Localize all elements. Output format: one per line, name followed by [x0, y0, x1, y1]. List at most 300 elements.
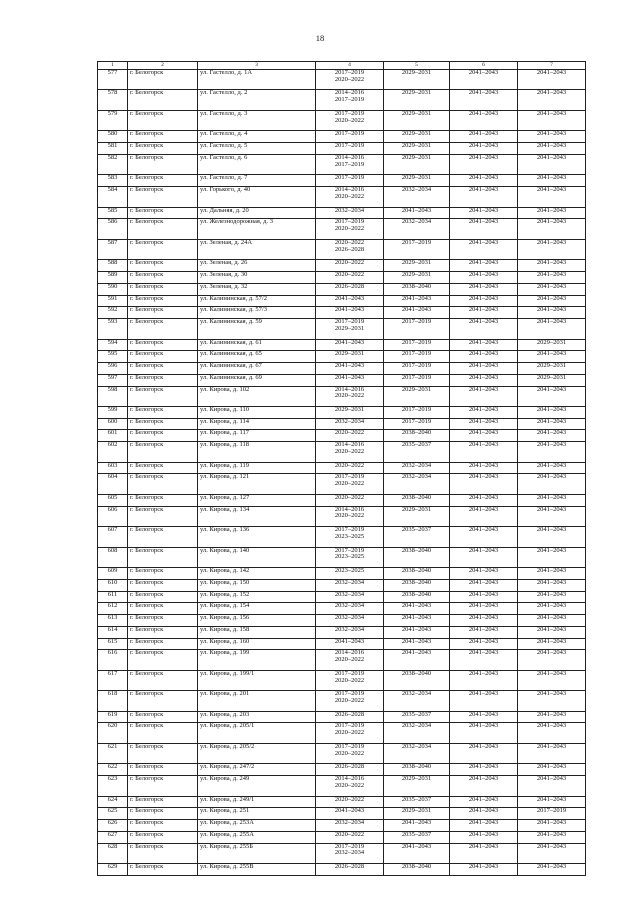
- row-number-cell: [98, 175, 128, 187]
- period-cell-4: [518, 239, 586, 259]
- cell-text-line: ул. Кирова, д. 102: [200, 386, 250, 393]
- cell-text-line: 604: [107, 473, 118, 481]
- cell-text-line: 2041–2043: [536, 591, 567, 598]
- cell-text-line: 2020–2022: [334, 676, 365, 684]
- cell-text-line: г. Белогорск: [130, 843, 164, 850]
- cell-text-line: г. Белогорск: [130, 386, 164, 393]
- cell-text-line: ул. Железнодорожная, д. 3: [200, 218, 273, 226]
- cell-text-line: 2041–2043: [468, 362, 499, 369]
- period-cell-4: [518, 864, 586, 876]
- period-cell-2: [384, 442, 450, 462]
- city-cell: [128, 70, 198, 90]
- cell-text-line: 2032–2034: [334, 207, 365, 214]
- cell-text-line: 2026–2028: [334, 283, 365, 290]
- cell-text-line: 2041–2043: [468, 743, 499, 750]
- period-cell-4: [518, 219, 586, 239]
- cell-text-line: 2041–2043: [536, 110, 567, 117]
- period-cell-1: [316, 494, 384, 506]
- cell-text-line: 2029–2031: [401, 386, 432, 393]
- cell-text-line: 2029–2031: [334, 350, 365, 358]
- cell-text-line: 2032–2034: [401, 743, 432, 750]
- row-number-cell: [98, 527, 128, 547]
- row-number-cell: [98, 260, 128, 272]
- period-cell-2: [384, 670, 450, 690]
- cell-text-line: 2041–2043: [536, 306, 567, 314]
- address-cell: [198, 650, 316, 670]
- period-cell-3: [450, 579, 518, 591]
- period-cell-4: [518, 638, 586, 650]
- cell-text-line: 2035–2037: [401, 831, 432, 838]
- column-number-header: 1: [98, 62, 128, 70]
- address-cell: [198, 187, 316, 207]
- address-cell: [198, 283, 316, 295]
- cell-text-line: 2029–2031: [536, 374, 567, 381]
- period-cell-1: [316, 154, 384, 174]
- period-cell-1: [316, 272, 384, 284]
- cell-text-line: 2041–2043: [536, 831, 567, 838]
- period-cell-3: [450, 843, 518, 863]
- cell-text-line: 2020–2022: [334, 448, 365, 456]
- cell-text-line: 2017–2019: [334, 843, 365, 850]
- period-cell-2: [384, 808, 450, 820]
- period-cell-4: [518, 131, 586, 143]
- cell-text-line: 586: [107, 218, 118, 226]
- period-cell-1: [316, 70, 384, 90]
- address-cell: [198, 843, 316, 863]
- period-cell-1: [316, 591, 384, 603]
- cell-text-line: 618: [107, 690, 118, 698]
- period-cell-3: [450, 670, 518, 690]
- cell-text-line: 2041–2043: [536, 670, 567, 677]
- cell-text-line: 2041–2043: [468, 690, 499, 698]
- cell-text-line: 607: [107, 526, 118, 534]
- address-cell: [198, 743, 316, 763]
- period-cell-4: [518, 820, 586, 832]
- period-cell-3: [450, 207, 518, 219]
- table-row: [98, 462, 586, 474]
- cell-text-line: 2041–2043: [536, 142, 567, 150]
- address-cell: [198, 820, 316, 832]
- address-cell: [198, 670, 316, 690]
- period-cell-2: [384, 90, 450, 110]
- cell-text-line: г. Белогорск: [130, 318, 164, 326]
- table-row: [98, 283, 586, 295]
- cell-text-line: 2032–2034: [401, 473, 432, 481]
- row-number-cell: [98, 820, 128, 832]
- cell-text-line: 2032–2034: [334, 626, 365, 633]
- cell-text-line: 2041–2043: [401, 295, 432, 302]
- cell-text-line: ул. Кирова, д. 136: [200, 526, 250, 534]
- cell-text-line: 2032–2034: [401, 690, 432, 698]
- cell-text-line: г. Белогорск: [130, 110, 164, 117]
- period-cell-2: [384, 547, 450, 567]
- table-row: [98, 626, 586, 638]
- city-cell: [128, 615, 198, 627]
- cell-text-line: 2020–2022: [334, 429, 365, 437]
- period-cell-1: [316, 743, 384, 763]
- cell-text-line: 2041–2043: [536, 473, 567, 481]
- cell-text-line: 614: [107, 626, 118, 633]
- table-row: [98, 474, 586, 494]
- cell-text-line: ул. Кирова, д. 199: [200, 649, 250, 657]
- period-cell-4: [518, 764, 586, 776]
- cell-text-line: 2017–2019: [334, 526, 365, 534]
- cell-text-line: 579: [107, 110, 118, 117]
- city-cell: [128, 568, 198, 580]
- period-cell-1: [316, 339, 384, 351]
- period-cell-4: [518, 494, 586, 506]
- cell-text-line: ул. Кирова, д. 158: [200, 626, 250, 633]
- housing-schedule-table: [97, 61, 586, 876]
- row-number-cell: [98, 418, 128, 430]
- city-cell: [128, 260, 198, 272]
- period-cell-4: [518, 603, 586, 615]
- cell-text-line: 2038–2040: [401, 670, 432, 677]
- cell-text-line: 2029–2031: [536, 339, 567, 346]
- cell-text-line: 627: [107, 831, 118, 838]
- period-cell-2: [384, 776, 450, 796]
- period-cell-3: [450, 131, 518, 143]
- period-cell-2: [384, 239, 450, 259]
- column-number-header: 5: [384, 62, 450, 70]
- cell-text-line: 2041–2043: [536, 406, 567, 413]
- table-row: [98, 442, 586, 462]
- table-row: [98, 143, 586, 155]
- cell-text-line: ул. Кирова, д. 127: [200, 494, 250, 501]
- row-number-cell: [98, 494, 128, 506]
- cell-text-line: 2041–2043: [334, 638, 365, 645]
- cell-text-line: г. Белогорск: [130, 796, 164, 803]
- city-cell: [128, 808, 198, 820]
- row-number-cell: [98, 462, 128, 474]
- table-row: [98, 406, 586, 418]
- period-cell-3: [450, 406, 518, 418]
- row-number-cell: [98, 154, 128, 174]
- table-row: [98, 691, 586, 711]
- table-row: [98, 615, 586, 627]
- table-row: [98, 260, 586, 272]
- cell-text-line: 2014–2016: [334, 386, 365, 393]
- row-number-cell: [98, 219, 128, 239]
- period-cell-2: [384, 820, 450, 832]
- cell-text-line: 2026–2028: [334, 863, 365, 871]
- period-cell-4: [518, 579, 586, 591]
- period-cell-3: [450, 175, 518, 187]
- period-cell-3: [450, 295, 518, 307]
- cell-text-line: 578: [107, 89, 118, 97]
- period-cell-2: [384, 143, 450, 155]
- cell-text-line: 2041–2043: [468, 142, 499, 150]
- city-cell: [128, 506, 198, 526]
- city-cell: [128, 307, 198, 319]
- period-cell-4: [518, 831, 586, 843]
- address-cell: [198, 70, 316, 90]
- cell-text-line: 585: [107, 207, 118, 214]
- cell-text-line: 2017–2019: [334, 743, 365, 750]
- cell-text-line: 2035–2037: [401, 711, 432, 718]
- cell-text-line: 2026–2028: [334, 711, 365, 718]
- table-row: [98, 579, 586, 591]
- address-cell: [198, 831, 316, 843]
- city-cell: [128, 207, 198, 219]
- cell-text-line: 2017–2019: [334, 547, 365, 554]
- row-number-cell: [98, 843, 128, 863]
- cell-text-line: 2017–2019: [401, 350, 432, 358]
- period-cell-4: [518, 711, 586, 723]
- cell-text-line: ул. Кирова, д. 203: [200, 711, 250, 718]
- cell-text-line: 2020–2022: [334, 192, 365, 200]
- city-cell: [128, 527, 198, 547]
- table-row: [98, 239, 586, 259]
- address-cell: [198, 474, 316, 494]
- cell-text-line: 2017–2019: [401, 374, 432, 381]
- table-row: [98, 743, 586, 763]
- period-cell-3: [450, 351, 518, 363]
- period-cell-1: [316, 626, 384, 638]
- period-cell-3: [450, 808, 518, 820]
- period-cell-1: [316, 603, 384, 615]
- cell-text-line: г. Белогорск: [130, 69, 164, 76]
- period-cell-1: [316, 406, 384, 418]
- address-cell: [198, 386, 316, 406]
- cell-text-line: 2041–2043: [536, 506, 567, 513]
- cell-text-line: г. Белогорск: [130, 239, 164, 246]
- table-row: [98, 187, 586, 207]
- cell-text-line: 2041–2043: [536, 819, 567, 827]
- row-number-cell: [98, 319, 128, 339]
- address-cell: [198, 154, 316, 174]
- period-cell-4: [518, 723, 586, 743]
- cell-text-line: 584: [107, 186, 118, 194]
- cell-text-line: ул. Калининская, д. 67: [200, 362, 262, 369]
- address-cell: [198, 131, 316, 143]
- period-cell-1: [316, 110, 384, 130]
- cell-text-line: 2041–2043: [468, 110, 499, 117]
- cell-text-line: 2020–2022: [334, 697, 365, 705]
- cell-text-line: 621: [107, 743, 118, 750]
- period-cell-3: [450, 430, 518, 442]
- period-cell-4: [518, 386, 586, 406]
- cell-text-line: 2020–2022: [334, 271, 365, 279]
- period-cell-1: [316, 796, 384, 808]
- cell-text-line: 2041–2043: [536, 283, 567, 290]
- cell-text-line: 602: [107, 441, 118, 449]
- cell-text-line: 2041–2043: [468, 626, 499, 633]
- period-cell-3: [450, 743, 518, 763]
- cell-text-line: 600: [107, 418, 118, 425]
- cell-text-line: ул. Дальняя, д. 20: [200, 207, 249, 214]
- row-number-cell: [98, 70, 128, 90]
- cell-text-line: г. Белогорск: [130, 670, 164, 677]
- city-cell: [128, 351, 198, 363]
- period-cell-3: [450, 143, 518, 155]
- cell-text-line: 2041–2043: [334, 306, 365, 314]
- period-cell-3: [450, 796, 518, 808]
- cell-text-line: г. Белогорск: [130, 547, 164, 554]
- cell-text-line: 2041–2043: [468, 526, 499, 534]
- period-cell-2: [384, 154, 450, 174]
- period-cell-4: [518, 363, 586, 375]
- cell-text-line: 2029–2031: [401, 775, 432, 783]
- cell-text-line: 590: [107, 283, 118, 290]
- cell-text-line: 2041–2043: [536, 547, 567, 554]
- cell-text-line: 2041–2043: [536, 418, 567, 425]
- row-number-cell: [98, 831, 128, 843]
- address-cell: [198, 776, 316, 796]
- cell-text-line: 609: [107, 567, 118, 575]
- cell-text-line: 2017–2019: [334, 722, 365, 730]
- table-row: [98, 154, 586, 174]
- cell-text-line: 2041–2043: [536, 429, 567, 437]
- cell-text-line: 2041–2043: [468, 339, 499, 346]
- address-cell: [198, 418, 316, 430]
- table-row: [98, 864, 586, 876]
- table-row: [98, 207, 586, 219]
- column-number-header-row: [98, 62, 586, 70]
- cell-text-line: 2020–2022: [334, 749, 365, 757]
- city-cell: [128, 670, 198, 690]
- city-cell: [128, 638, 198, 650]
- period-cell-4: [518, 90, 586, 110]
- row-number-cell: [98, 603, 128, 615]
- period-cell-2: [384, 283, 450, 295]
- address-cell: [198, 295, 316, 307]
- period-cell-3: [450, 591, 518, 603]
- row-number-cell: [98, 568, 128, 580]
- cell-text-line: 2029–2031: [401, 271, 432, 279]
- period-cell-2: [384, 743, 450, 763]
- cell-text-line: 2023–2025: [334, 567, 365, 575]
- city-cell: [128, 820, 198, 832]
- period-cell-1: [316, 363, 384, 375]
- cell-text-line: 2038–2040: [401, 763, 432, 771]
- period-cell-4: [518, 260, 586, 272]
- period-cell-4: [518, 462, 586, 474]
- row-number-cell: [98, 110, 128, 130]
- row-number-cell: [98, 796, 128, 808]
- period-cell-1: [316, 319, 384, 339]
- row-number-cell: [98, 864, 128, 876]
- city-cell: [128, 90, 198, 110]
- row-number-cell: [98, 547, 128, 567]
- cell-text-line: 596: [107, 362, 118, 369]
- row-number-cell: [98, 711, 128, 723]
- period-cell-3: [450, 527, 518, 547]
- period-cell-2: [384, 295, 450, 307]
- table-row: [98, 591, 586, 603]
- period-cell-2: [384, 474, 450, 494]
- row-number-cell: [98, 307, 128, 319]
- row-number-cell: [98, 363, 128, 375]
- cell-text-line: ул. Кирова, д. 255В: [200, 863, 254, 871]
- cell-text-line: ул. Кирова, д. 249/1: [200, 796, 255, 803]
- period-cell-4: [518, 591, 586, 603]
- city-cell: [128, 474, 198, 494]
- cell-text-line: 2014–2016: [334, 89, 365, 97]
- address-cell: [198, 239, 316, 259]
- period-cell-3: [450, 70, 518, 90]
- cell-text-line: 2032–2034: [334, 418, 365, 425]
- city-cell: [128, 796, 198, 808]
- cell-text-line: ул. Калининская, д. 59: [200, 318, 262, 326]
- period-cell-4: [518, 283, 586, 295]
- cell-text-line: 2041–2043: [468, 473, 499, 481]
- cell-text-line: 2041–2043: [536, 690, 567, 698]
- cell-text-line: 2041–2043: [536, 602, 567, 610]
- period-cell-2: [384, 638, 450, 650]
- cell-text-line: 2020–2022: [334, 729, 365, 737]
- cell-text-line: 608: [107, 547, 118, 554]
- cell-text-line: 2041–2043: [536, 318, 567, 326]
- period-cell-4: [518, 527, 586, 547]
- cell-text-line: 2041–2043: [536, 350, 567, 358]
- cell-text-line: 2041–2043: [468, 547, 499, 554]
- table-row: [98, 272, 586, 284]
- cell-text-line: ул. Кирова, д. 251: [200, 807, 250, 815]
- cell-text-line: 613: [107, 614, 118, 622]
- period-cell-1: [316, 187, 384, 207]
- cell-text-line: 619: [107, 711, 118, 718]
- city-cell: [128, 743, 198, 763]
- cell-text-line: 2041–2043: [401, 626, 432, 633]
- cell-text-line: 606: [107, 506, 118, 513]
- cell-text-line: 2041–2043: [468, 429, 499, 437]
- cell-text-line: 2029–2031: [401, 110, 432, 117]
- period-cell-3: [450, 110, 518, 130]
- column-number-header: 2: [128, 62, 198, 70]
- cell-text-line: 2032–2034: [334, 591, 365, 598]
- period-cell-2: [384, 711, 450, 723]
- cell-text-line: 612: [107, 602, 118, 610]
- period-cell-4: [518, 650, 586, 670]
- cell-text-line: 2041–2043: [468, 614, 499, 622]
- cell-text-line: 615: [107, 638, 118, 645]
- period-cell-4: [518, 272, 586, 284]
- period-cell-4: [518, 307, 586, 319]
- cell-text-line: г. Белогорск: [130, 306, 164, 314]
- cell-text-line: 2029–2031: [401, 807, 432, 815]
- period-cell-1: [316, 764, 384, 776]
- cell-text-line: 2023–2025: [334, 553, 365, 561]
- period-cell-1: [316, 547, 384, 567]
- table-row: [98, 319, 586, 339]
- cell-text-line: 601: [107, 429, 118, 437]
- table-row: [98, 670, 586, 690]
- period-cell-4: [518, 187, 586, 207]
- city-cell: [128, 319, 198, 339]
- cell-text-line: 2041–2043: [468, 649, 499, 657]
- table-row: [98, 131, 586, 143]
- city-cell: [128, 283, 198, 295]
- period-cell-2: [384, 843, 450, 863]
- city-cell: [128, 547, 198, 567]
- period-cell-3: [450, 272, 518, 284]
- cell-text-line: 2017–2019: [334, 174, 365, 182]
- address-cell: [198, 723, 316, 743]
- cell-text-line: ул. Калининская, д. 57/3: [200, 306, 267, 314]
- cell-text-line: г. Белогорск: [130, 690, 164, 698]
- address-cell: [198, 319, 316, 339]
- cell-text-line: ул. Гастелло, д. 6: [200, 154, 248, 161]
- period-cell-1: [316, 506, 384, 526]
- cell-text-line: 581: [107, 142, 118, 150]
- cell-text-line: ул. Кирова, д. 142: [200, 567, 250, 575]
- cell-text-line: 2020–2022: [334, 116, 365, 124]
- cell-text-line: 2017–2019: [334, 69, 365, 76]
- cell-text-line: 2041–2043: [468, 775, 499, 783]
- cell-text-line: 2029–2031: [401, 142, 432, 150]
- table-row: [98, 418, 586, 430]
